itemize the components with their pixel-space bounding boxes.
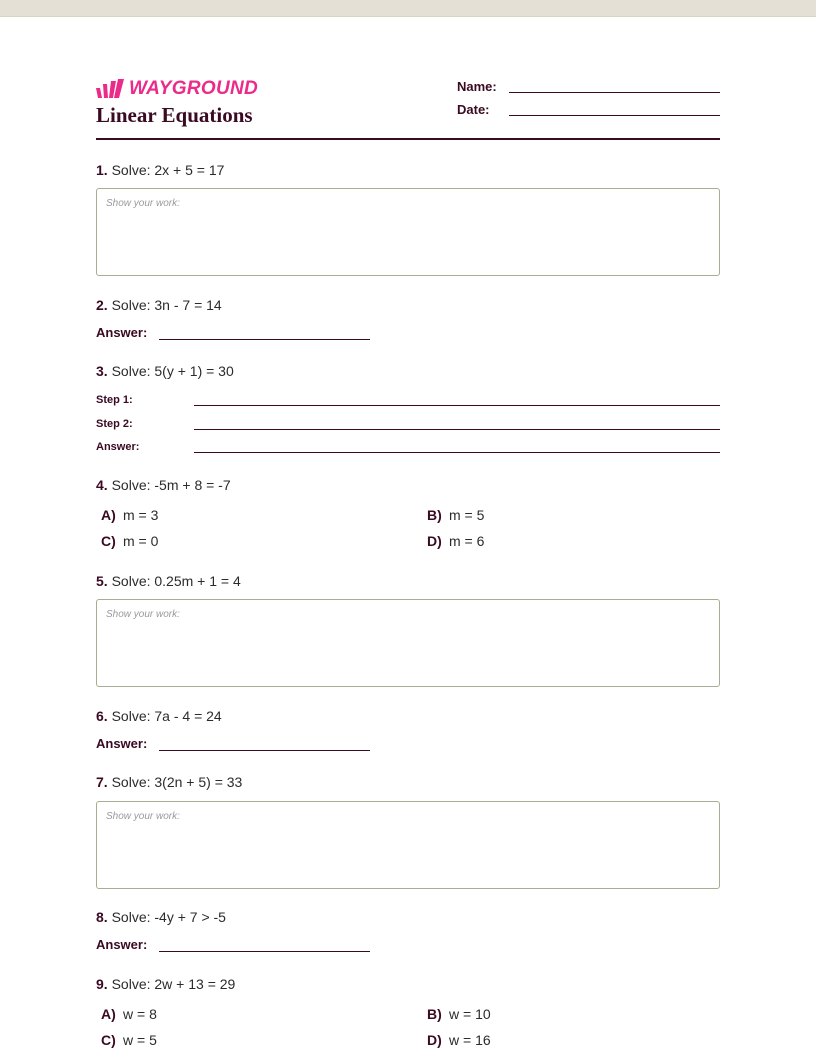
top-bar [0, 0, 816, 17]
question-text: Solve: 7a - 4 = 24 [111, 708, 222, 724]
question-text: Solve: 3(2n + 5) = 33 [111, 774, 243, 790]
question-5 [96, 573, 241, 589]
question-number: 3. [96, 363, 108, 379]
question-text: Solve: 0.25m + 1 = 4 [111, 573, 241, 589]
step-line[interactable] [194, 405, 720, 406]
question-3 [96, 363, 234, 379]
option-letter: D) [427, 533, 442, 549]
question-2 [96, 297, 222, 313]
option-text: m = 0 [123, 533, 159, 549]
step-answer-field[interactable] [96, 441, 720, 457]
option-text: w = 8 [123, 1006, 157, 1022]
question-text: Solve: -4y + 7 > -5 [111, 909, 226, 925]
brand-logo [96, 78, 258, 100]
step-1-field[interactable] [96, 394, 720, 410]
step-line[interactable] [194, 429, 720, 430]
date-field[interactable] [457, 102, 720, 120]
option-letter: C) [101, 533, 116, 549]
option-a[interactable] [101, 507, 158, 523]
name-line[interactable] [509, 92, 720, 93]
question-number: 6. [96, 708, 108, 724]
option-letter: A) [101, 1006, 116, 1022]
answer-line[interactable] [159, 339, 370, 340]
option-letter: C) [101, 1032, 116, 1048]
question-6 [96, 708, 222, 724]
option-text: m = 5 [449, 507, 485, 523]
answer-field-8[interactable] [96, 937, 370, 955]
work-box-7[interactable] [96, 801, 720, 889]
step-line[interactable] [194, 452, 720, 453]
option-d[interactable] [427, 1032, 491, 1048]
option-letter: D) [427, 1032, 442, 1048]
option-d[interactable] [427, 533, 484, 549]
option-text: w = 16 [449, 1032, 491, 1048]
question-text: Solve: 2x + 5 = 17 [111, 162, 225, 178]
date-label: Date: [457, 102, 490, 117]
step-2-field[interactable] [96, 418, 720, 434]
option-text: w = 5 [123, 1032, 157, 1048]
brand-name: WAYGROUND [129, 78, 259, 99]
step-label: Step 2: [96, 418, 133, 430]
question-text: Solve: 3n - 7 = 14 [111, 297, 222, 313]
option-c[interactable] [101, 533, 158, 549]
answer-label: Answer: [96, 325, 148, 340]
question-number: 1. [96, 162, 108, 178]
question-7 [96, 774, 242, 790]
option-text: m = 3 [123, 507, 159, 523]
question-number: 7. [96, 774, 108, 790]
work-box-5[interactable] [96, 599, 720, 687]
option-text: w = 10 [449, 1006, 491, 1022]
option-letter: B) [427, 507, 442, 523]
work-placeholder: Show your work: [106, 198, 180, 209]
step-label: Step 1: [96, 394, 133, 406]
answer-field-6[interactable] [96, 736, 370, 754]
worksheet-title: Linear Equations [96, 103, 253, 127]
question-1 [96, 162, 224, 178]
work-placeholder: Show your work: [106, 811, 180, 822]
answer-line[interactable] [159, 750, 370, 751]
option-letter: B) [427, 1006, 442, 1022]
header-divider [96, 138, 720, 140]
question-number: 4. [96, 477, 108, 493]
question-8 [96, 909, 226, 925]
name-label: Name: [457, 79, 497, 94]
option-text: m = 6 [449, 533, 485, 549]
work-placeholder: Show your work: [106, 609, 180, 620]
question-number: 9. [96, 976, 108, 992]
question-number: 8. [96, 909, 108, 925]
question-text: Solve: 5(y + 1) = 30 [111, 363, 234, 379]
answer-label: Answer: [96, 736, 148, 751]
question-number: 5. [96, 573, 108, 589]
answer-line[interactable] [159, 951, 370, 952]
option-letter: A) [101, 507, 116, 523]
step-label: Answer: [96, 441, 140, 453]
question-number: 2. [96, 297, 108, 313]
question-9 [96, 976, 235, 992]
option-b[interactable] [427, 1006, 491, 1022]
date-line[interactable] [509, 115, 720, 116]
option-a[interactable] [101, 1006, 157, 1022]
option-b[interactable] [427, 507, 484, 523]
answer-field-2[interactable] [96, 325, 370, 343]
question-text: Solve: -5m + 8 = -7 [111, 477, 231, 493]
wayground-logo-icon [96, 79, 126, 99]
answer-label: Answer: [96, 937, 148, 952]
question-4 [96, 477, 231, 493]
option-c[interactable] [101, 1032, 157, 1048]
work-box-1[interactable] [96, 188, 720, 276]
question-text: Solve: 2w + 13 = 29 [111, 976, 236, 992]
name-field[interactable] [457, 79, 720, 97]
